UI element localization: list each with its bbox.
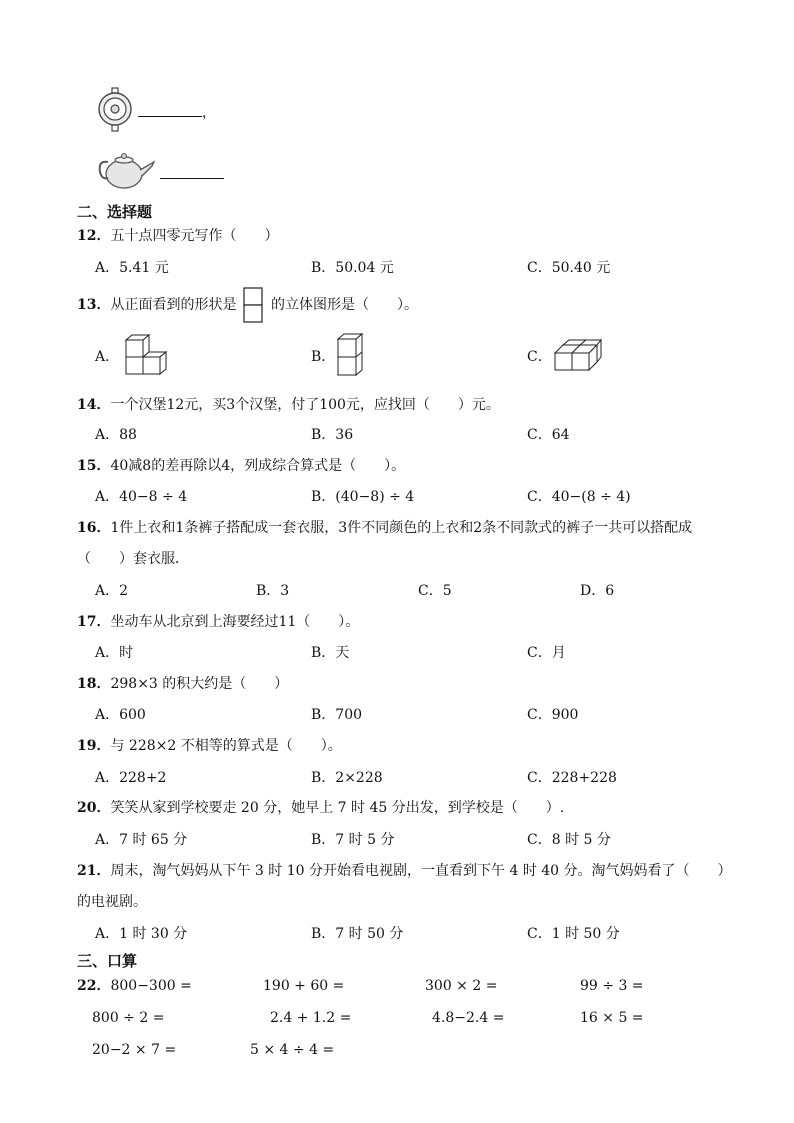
q21-option-b[interactable]: B．7 时 50 分: [311, 926, 404, 942]
question-16-line2: （ ）套衣服．: [77, 551, 189, 567]
oral-r2-c3: 4.8−2.4 =: [432, 1010, 505, 1026]
front-view-shape-icon: [243, 287, 263, 323]
q15-option-a[interactable]: A．40−8 ÷ 4: [95, 489, 188, 505]
section-title-choice: 二、选择题: [77, 203, 153, 221]
question-13: 13．从正面看到的形状是: [77, 297, 237, 313]
q20-option-c[interactable]: C．8 时 5 分: [527, 832, 611, 848]
oral-r1-c2: 190 + 60 =: [263, 978, 345, 994]
question-12: 12．五十点四零元写作（ ）: [77, 228, 279, 244]
q16-option-b[interactable]: B．3: [256, 583, 290, 599]
section-title-oral: 三、口算: [77, 952, 138, 970]
q17-option-c[interactable]: C．月: [527, 645, 566, 661]
q21-option-c[interactable]: C．1 时 50 分: [527, 926, 620, 942]
cubes-option-c-icon[interactable]: [553, 339, 603, 373]
q19-option-b[interactable]: B．2×228: [311, 770, 383, 786]
oral-r2-c4: 16 × 5 =: [580, 1010, 644, 1026]
q20-option-b[interactable]: B．7 时 5 分: [311, 832, 395, 848]
q20-option-a[interactable]: A．7 时 65 分: [95, 832, 188, 848]
q17-option-a[interactable]: A．时: [95, 645, 134, 661]
q14-option-a[interactable]: A．88: [95, 427, 137, 443]
q14-option-b[interactable]: B．36: [311, 427, 354, 443]
q12-option-b[interactable]: B．50.04 元: [311, 260, 394, 276]
oral-r2-c2: 2.4 + 1.2 =: [270, 1010, 352, 1026]
question-15: 15．40减8的差再除以4，列成综合算式是（ ）。: [77, 458, 406, 474]
question-22: 22．800−300 =: [77, 978, 192, 994]
q13-option-b[interactable]: B．: [311, 349, 336, 365]
q13-option-c[interactable]: C．: [527, 349, 552, 365]
q16-option-d[interactable]: D．6: [580, 583, 615, 599]
q15-option-b[interactable]: B．(40−8) ÷ 4: [311, 489, 415, 505]
question-19: 19．与 228×2 不相等的算式是（ ）。: [77, 738, 342, 754]
blank-line-2[interactable]: [160, 164, 224, 185]
blank-line-1[interactable]: ，: [138, 102, 216, 123]
q13-option-a[interactable]: A．: [95, 349, 120, 365]
oral-r1-c1: 800−300 =: [110, 978, 192, 994]
teapot-side-view-icon: [96, 148, 156, 190]
q14-option-c[interactable]: C．64: [527, 427, 570, 443]
q16-option-a[interactable]: A．2: [95, 583, 129, 599]
question-13-tail: 的立体图形是（ ）。: [271, 297, 418, 313]
oral-r3-c1: 20−2 × 7 =: [92, 1042, 177, 1058]
q18-option-c[interactable]: C．900: [527, 707, 579, 723]
oral-r2-c1: 800 ÷ 2 =: [92, 1010, 165, 1026]
oral-r3-c2: 5 × 4 ÷ 4 =: [250, 1042, 335, 1058]
question-17: 17．坐动车从北京到上海要经过11（ ）。: [77, 614, 360, 630]
question-21: 21．周末，淘气妈妈从下午 3 时 10 分开始看电视剧，一直看到下午 4 时 40 分。淘气妈妈看了（ ）: [77, 863, 732, 879]
q17-option-b[interactable]: B．天: [311, 645, 350, 661]
q12-option-a[interactable]: A．5.41 元: [95, 260, 169, 276]
cubes-option-b-icon[interactable]: [336, 333, 370, 377]
teapot-top-view-icon: [98, 88, 132, 132]
cubes-option-a-icon[interactable]: [124, 335, 174, 377]
q18-option-a[interactable]: A．600: [95, 707, 146, 723]
question-14: 14．一个汉堡12元，买3个汉堡，付了100元，应找回（ ）元。: [77, 397, 500, 413]
question-18: 18．298×3 的积大约是（ ）: [77, 676, 289, 692]
q19-option-c[interactable]: C．228+228: [527, 770, 617, 786]
question-20: 20．笑笑从家到学校要走 20 分，她早上 7 时 45 分出发，到学校是（ ）.: [77, 800, 565, 816]
oral-r1-c4: 99 ÷ 3 =: [580, 978, 644, 994]
question-16: 16．1件上衣和1条裤子搭配成一套衣服，3件不同颜色的上衣和2条不同款式的裤子一共可以搭配成: [77, 520, 693, 536]
q12-option-c[interactable]: C．50.40 元: [527, 260, 611, 276]
q15-option-c[interactable]: C．40−(8 ÷ 4): [527, 489, 631, 505]
question-21-line2: 的电视剧。: [77, 894, 147, 910]
q19-option-a[interactable]: A．228+2: [95, 770, 167, 786]
q21-option-a[interactable]: A．1 时 30 分: [95, 926, 188, 942]
q18-option-b[interactable]: B．700: [311, 707, 363, 723]
q16-option-c[interactable]: C．5: [418, 583, 452, 599]
oral-r1-c3: 300 × 2 =: [425, 978, 498, 994]
